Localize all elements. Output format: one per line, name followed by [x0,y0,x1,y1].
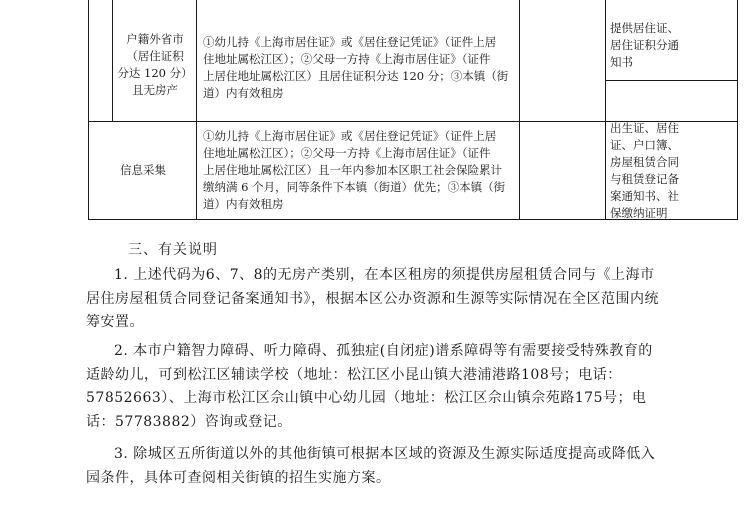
row1-materials-cell [610,14,736,76]
row1-conditions-cell [203,32,515,104]
row2-materials-cell [610,122,736,219]
paragraph-3: 3. 除城区五所街道以外的其他街镇可根据本区域的资源及生源实际适度提高或降低入园条件，具体可查阅相关街镇的招生实施方案。 [86,446,656,486]
table-rule [737,0,738,220]
section-title: 三、有关说明 [128,242,218,258]
table-rule [519,0,520,220]
table-rule [605,80,738,81]
table-rule [196,0,197,220]
table-rule [605,0,606,220]
row2-conditions-cell [203,124,517,216]
table-rule [88,0,89,220]
enrollment-conditions-table [88,0,740,222]
paragraph-2: 2. 本市户籍智力障碍、听力障碍、孤独症(自闭症)谱系障碍等有需要接受特殊教育的适龄幼儿，可到松江区辅读学校（地址：松江区小昆山镇大港浦港路108号；电话：57852663）、上海市松江区佘山镇中心幼儿园（地址：松江区佘山镇佘苑路175号；电话：57783882）咨询或登记。 [86,343,653,430]
paragraph-1: 1. 上述代码为6、7、8的无房产类别，在本区租房的须提供房屋租赁合同与《上海市居住房屋租赁合同登记备案通知书》，根据本区公办资源和生源等实际情况在全区范围内统筹安置。 [86,267,659,330]
row1-conditions: ①幼儿持《上海市居住证》或《居住登记凭证》（证件上居 住地址属松江区）；②父母一方持《上海市居住证》（证件 上居住地址属松江区）且居住证积分达 120 分；③本镇（街 道）内有效租房 [203,35,509,100]
table-rule [112,0,113,122]
row2-conditions: ①幼儿持《上海市居住证》或《居住登记凭证》（证件上居 住地址属松江区）；②父母一方持《上海市居住证》（证件 上居住地址属松江区）且一年内参加本区职工社会保险累计 缴纳满 6 个月，同等条件下本镇（街道）优先；③本镇（街 道）内有效租房 [203,128,506,211]
row1-category: 户籍外省市 （居住证积 分达 120 分） 且无房产 [117,32,193,97]
row1-materials: 提供居住证、 居住证积分通 知书 [610,20,679,69]
row2-category-cell [90,122,196,219]
row1-category-cell [114,22,196,108]
row2-category: 信息采集 [120,163,166,177]
row2-materials: 出生证、居住 证、户口簿、 房屋租赁合同 与租赁登记备 案通知书、社 保缴纳证明 [610,120,679,220]
